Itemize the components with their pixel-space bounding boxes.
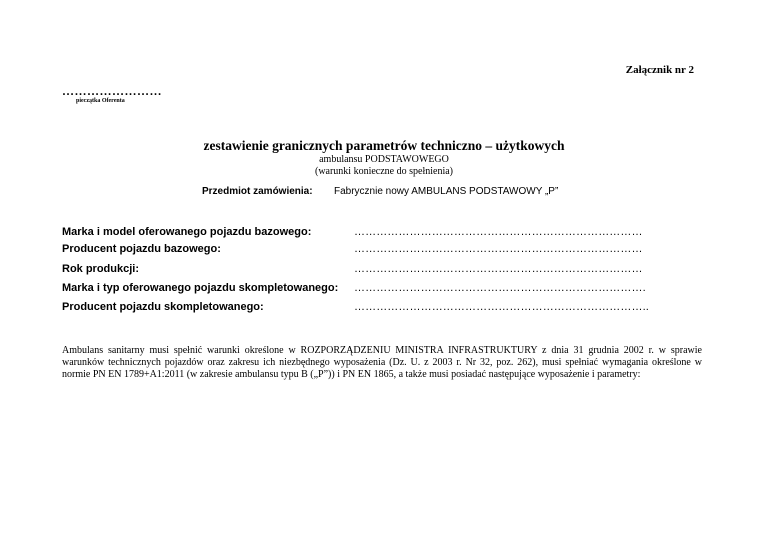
base-vehicle-make-model-field[interactable]: ……………………………………………………………………: [354, 226, 643, 238]
production-year-field[interactable]: ……………………………………………………………………: [354, 263, 643, 275]
title-block: [0, 138, 768, 178]
requirements-paragraph: Ambulans sanitarny musi spełnić warunki określone w ROZPORZĄDZENIU MINISTRA INFRASTRUKTURY z dnia 31 grudnia 2002 r. w sprawie warunków technicznych pojazdów oraz zakresu ich niezbędnego wyposażenia (Dz. U. z 2003 r. Nr 32, poz. 262), musi spełniać wymagania określone w normie PN EN 1789+A1:2011 (w zakresie ambulansu typu B („P”)) i PN EN 1865, a także musi posiadać następujące wyposażenie i parametry:: [62, 345, 702, 380]
base-vehicle-make-model-label: Marka i model oferowanego pojazdu bazowego:: [62, 226, 312, 238]
document-condition: (warunki konieczne do spełnienia): [314, 166, 453, 177]
completed-vehicle-make-type-field[interactable]: …………………………………………………………………….: [354, 282, 646, 294]
attachment-number: Załącznik nr 2: [625, 64, 694, 76]
document-subtitle: ambulansu PODSTAWOWEGO: [319, 154, 449, 165]
completed-vehicle-producer-field[interactable]: ……………………………………………………………………..: [354, 301, 649, 313]
stamp-placeholder-dots: ……………………: [62, 84, 162, 98]
base-vehicle-producer-label: Producent pojazdu bazowego:: [62, 243, 221, 255]
document-title: zestawienie granicznych parametrów techniczno – użytkowych: [203, 138, 565, 153]
order-subject-label: Przedmiot zamówienia:: [202, 186, 313, 197]
completed-vehicle-make-type-label: Marka i typ oferowanego pojazdu skompletowanego:: [62, 282, 339, 294]
completed-vehicle-producer-label: Producent pojazdu skompletowanego:: [62, 301, 264, 313]
order-subject-value: Fabrycznie nowy AMBULANS PODSTAWOWY „P”: [334, 186, 559, 197]
base-vehicle-producer-field[interactable]: ……………………………………………………………………: [354, 243, 643, 255]
production-year-label: Rok produkcji:: [62, 263, 140, 275]
stamp-label: pieczątka Oferenta: [76, 98, 125, 104]
